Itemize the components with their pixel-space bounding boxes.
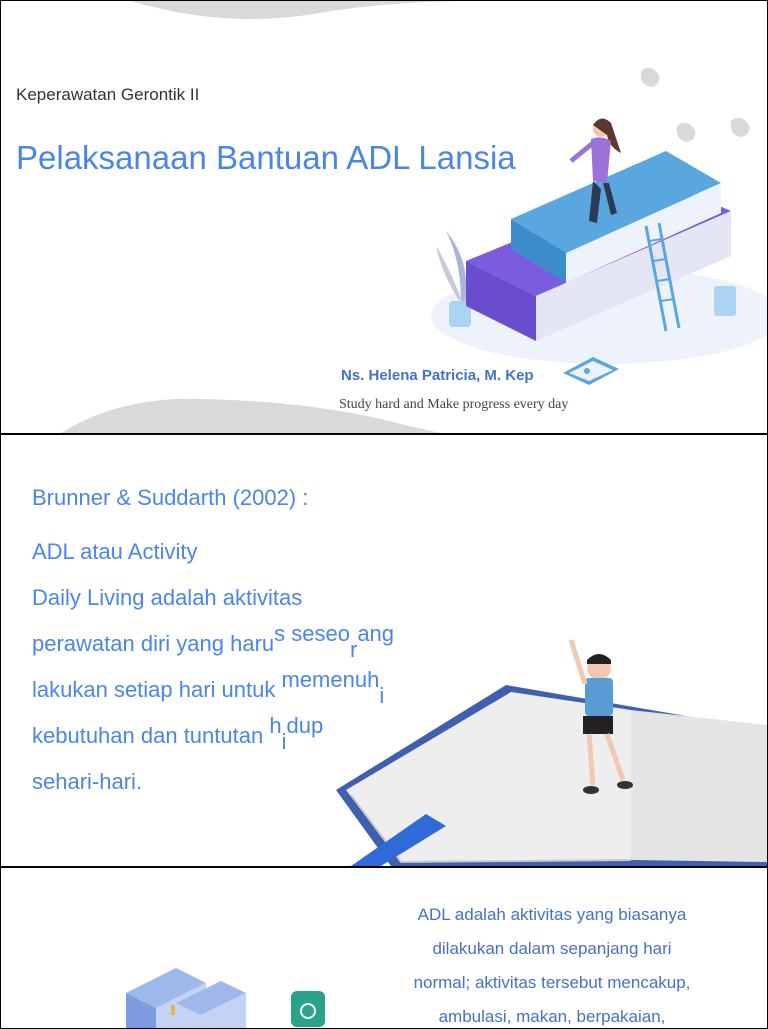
adl-description-slide bbox=[0, 867, 768, 1029]
description-line-1: ADL adalah aktivitas yang biasanya bbox=[417, 905, 687, 924]
definition-slide bbox=[0, 434, 768, 867]
text-line-4: lakukan setiap hari untuk memenuhi bbox=[32, 667, 385, 708]
text-line-1: ADL atau Activity bbox=[32, 539, 198, 564]
text-line-5: kebutuhan dan tuntutan hidup bbox=[32, 713, 324, 754]
books-woman-illustration bbox=[421, 111, 767, 371]
adl-description bbox=[387, 898, 717, 1029]
photo-card-icon bbox=[559, 353, 621, 389]
text-line-6: sehari-hari. bbox=[32, 769, 143, 794]
description-line-4: ambulasi, makan, berpakaian, bbox=[438, 1007, 666, 1026]
slide-title: Pelaksanaan Bantuan ADL Lansia bbox=[16, 139, 516, 176]
description-line-2: dilakukan dalam sepanjang hari bbox=[432, 939, 672, 958]
reference-citation: Brunner & Suddarth (2002) : bbox=[32, 485, 309, 510]
description-line-3: normal; aktivitas tersebut mencakup, bbox=[413, 973, 691, 992]
text-line-2: Daily Living adalah aktivitas bbox=[32, 585, 303, 610]
tagline: Study hard and Make progress every day bbox=[339, 397, 569, 412]
title-slide bbox=[0, 0, 768, 434]
author-name: Ns. Helena Patricia, M. Kep bbox=[341, 367, 534, 384]
text-line-3: perawatan diri yang harus seseorang bbox=[32, 621, 395, 662]
course-name: Keperawatan Gerontik II bbox=[16, 85, 200, 104]
books-shelf-illustration bbox=[121, 963, 351, 1028]
book-boy-illustration bbox=[331, 630, 767, 866]
